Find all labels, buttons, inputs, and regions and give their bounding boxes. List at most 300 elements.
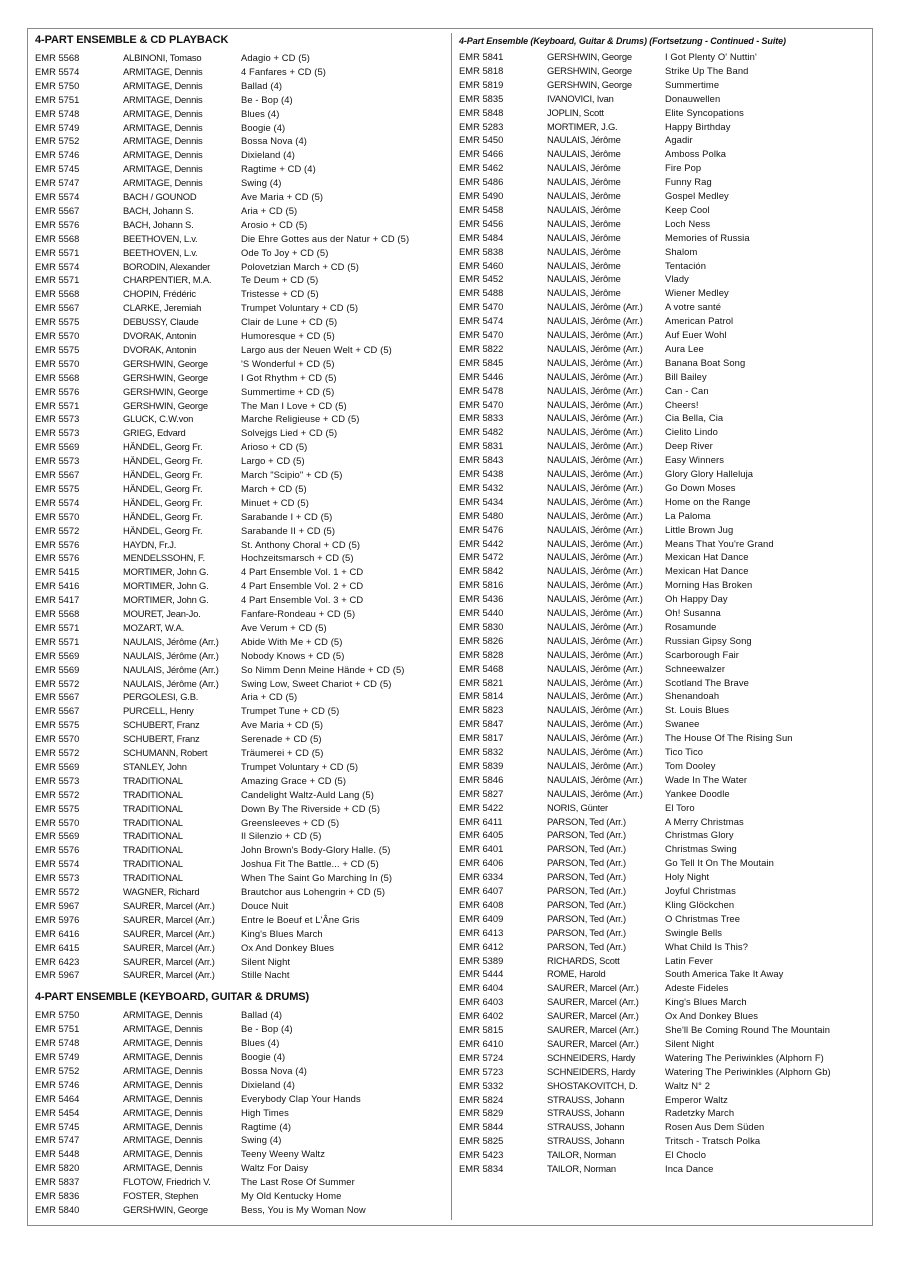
piece-title: Blues (4) [241, 1037, 280, 1049]
composer-name: HÄNDEL, Georg Fr. [123, 482, 203, 494]
catalogue-code: EMR 5572 [35, 747, 80, 758]
composer-name: MENDELSSOHN, F. [123, 552, 205, 564]
piece-title: Humoresque + CD (5) [241, 330, 335, 341]
catalogue-code: EMR 5568 [35, 608, 80, 619]
composer-name: ARMITAGE, Dennis [123, 1078, 203, 1090]
composer-name: STRAUSS, Johann [547, 1107, 625, 1119]
composer-name: NAULAIS, Jérôme [547, 217, 621, 229]
catalogue-code: EMR 5415 [35, 566, 80, 578]
catalogue-code: EMR 5826 [459, 634, 504, 646]
composer-name: PARSON, Ted (Arr.) [547, 871, 626, 883]
piece-title: Aria + CD (5) [241, 204, 298, 216]
catalogue-code: EMR 5571 [35, 635, 80, 647]
composer-name: ARMITAGE, Dennis [123, 149, 203, 161]
piece-title: Adeste Fideles [665, 982, 729, 994]
catalogue-code: EMR 5332 [459, 1079, 504, 1091]
piece-title: Ave Maria + CD (5) [241, 719, 324, 731]
catalogue-code: EMR 5750 [35, 1009, 80, 1021]
composer-name: CLARKE, Jeremiah [123, 302, 202, 314]
catalogue-code: EMR 5752 [35, 1064, 80, 1076]
composer-name: NAULAIS, Jérôme [547, 203, 621, 215]
composer-name: ARMITAGE, Dennis [123, 135, 203, 147]
composer-name: TRADITIONAL [123, 872, 183, 884]
section-title: 4-Part Ensemble (Keyboard, Guitar & Drums) (Fortsetzung - Continued - Suite) [459, 36, 786, 46]
composer-name: GERSHWIN, George [123, 371, 208, 383]
composer-name: NAULAIS, Jérôme [547, 148, 621, 160]
piece-title: She'll Be Coming Round The Mountain [665, 1024, 831, 1035]
catalogue-code: EMR 5567 [35, 469, 80, 480]
catalogue-code: EMR 6408 [459, 898, 504, 910]
catalogue-code: EMR 5827 [459, 787, 504, 799]
catalogue-code: EMR 5569 [35, 441, 80, 453]
composer-name: NAULAIS, Jérôme (Arr.) [547, 468, 643, 479]
composer-name: PARSON, Ted (Arr.) [547, 815, 626, 827]
composer-name: SAURER, Marcel (Arr.) [547, 1010, 639, 1022]
catalogue-code: EMR 5448 [35, 1148, 80, 1160]
piece-title: Easy Winners [665, 454, 725, 466]
piece-title: Happy Birthday [665, 120, 731, 132]
composer-name: NAULAIS, Jérôme (Arr.) [547, 565, 643, 577]
piece-title: Douce Nuit [241, 899, 289, 911]
piece-title: March + CD (5) [241, 482, 307, 494]
catalogue-code: EMR 5470 [459, 398, 504, 410]
catalogue-code: EMR 5574 [35, 191, 80, 202]
composer-name: NAULAIS, Jérôme [547, 273, 621, 285]
catalogue-code: EMR 5815 [459, 1024, 504, 1035]
composer-name: TRADITIONAL [123, 830, 183, 842]
piece-title: Waltz For Daisy [241, 1162, 309, 1174]
piece-title: Shalom [665, 245, 698, 257]
piece-title: Home on the Range [665, 495, 751, 507]
composer-name: SAURER, Marcel (Arr.) [123, 955, 215, 967]
catalogue-code: EMR 5452 [459, 273, 504, 285]
composer-name: NAULAIS, Jérôme (Arr.) [547, 315, 643, 327]
catalogue-code: EMR 5745 [35, 163, 80, 175]
catalogue-code: EMR 5833 [459, 412, 504, 424]
composer-name: TAILOR, Norman [547, 1149, 616, 1161]
piece-title: Entre le Boeuf et L'Âne Gris [241, 913, 360, 925]
composer-name: MOZART, W.A. [123, 621, 184, 633]
composer-name: GERSHWIN, George [123, 1203, 208, 1215]
composer-name: DVORAK, Antonin [123, 330, 197, 341]
piece-title: El Toro [665, 801, 695, 813]
catalogue-code: EMR 5568 [35, 288, 80, 300]
composer-name: HÄNDEL, Georg Fr. [123, 524, 203, 536]
piece-title: Wade In The Water [665, 773, 748, 785]
composer-name: MOURET, Jean-Jo. [123, 608, 201, 619]
piece-title: Latin Fever [665, 954, 713, 966]
composer-name: BEETHOVEN, L.v. [123, 246, 198, 258]
composer-name: ARMITAGE, Dennis [123, 177, 203, 189]
piece-title: Polovetzian March + CD (5) [241, 260, 360, 272]
piece-title: American Patrol [665, 315, 734, 327]
composer-name: SAURER, Marcel (Arr.) [547, 996, 639, 1008]
catalogue-code: EMR 5438 [459, 468, 504, 479]
piece-title: Swingle Bells [665, 926, 723, 938]
catalogue-code: EMR 5816 [459, 579, 504, 591]
piece-title: Ballad (4) [241, 79, 283, 91]
piece-title: Down By The Riverside + CD (5) [241, 802, 381, 814]
piece-title: Can - Can [665, 384, 709, 396]
catalogue-code: EMR 5747 [35, 177, 80, 189]
composer-name: NAULAIS, Jérôme (Arr.) [123, 663, 219, 675]
piece-title: Ballad (4) [241, 1009, 283, 1021]
catalogue-code: EMR 5845 [459, 356, 504, 368]
piece-title: Keep Cool [665, 203, 710, 215]
piece-title: Cheers! [665, 398, 699, 410]
catalogue-code: EMR 5576 [35, 218, 80, 230]
composer-name: NAULAIS, Jérôme (Arr.) [547, 509, 643, 521]
composer-name: NAULAIS, Jérôme (Arr.) [547, 773, 643, 785]
piece-title: Largo aus der Neuen Welt + CD (5) [241, 343, 392, 355]
composer-name: GERSHWIN, George [123, 399, 208, 411]
piece-title: St. Anthony Choral + CD (5) [241, 538, 361, 550]
catalogue-code: EMR 5569 [35, 649, 80, 661]
piece-title: Little Brown Jug [665, 523, 734, 535]
piece-title: 4 Part Ensemble Vol. 3 + CD [241, 594, 364, 606]
piece-title: Inca Dance [665, 1163, 714, 1174]
catalogue-code: EMR 5847 [459, 718, 504, 730]
piece-title: Donauwellen [665, 92, 721, 104]
composer-name: NAULAIS, Jérôme (Arr.) [547, 537, 643, 549]
composer-name: MORTIMER, John G. [123, 580, 209, 592]
piece-title: Summertime + CD (5) [241, 385, 335, 397]
piece-title: Hochzeitsmarsch + CD (5) [241, 552, 354, 564]
composer-name: NAULAIS, Jérôme (Arr.) [547, 662, 643, 674]
piece-title: Scarborough Fair [665, 648, 740, 660]
piece-title: Christmas Glory [665, 829, 734, 841]
catalogue-code: EMR 5454 [35, 1106, 80, 1118]
piece-title: Wiener Medley [665, 287, 729, 299]
catalogue-code: EMR 5569 [35, 663, 80, 675]
catalogue-code: EMR 5450 [459, 134, 504, 146]
catalogue-code: EMR 5575 [35, 343, 80, 355]
piece-title: Serenade + CD (5) [241, 733, 322, 745]
composer-name: NAULAIS, Jérôme (Arr.) [547, 523, 643, 535]
catalogue-code: EMR 5749 [35, 121, 80, 133]
composer-name: PARSON, Ted (Arr.) [547, 926, 626, 938]
catalogue-code: EMR 5748 [35, 1037, 80, 1049]
piece-title: Ox And Donkey Blues [665, 1010, 759, 1022]
piece-title: When The Saint Go Marching In (5) [241, 872, 393, 884]
piece-title: Marche Religieuse + CD (5) [241, 413, 360, 425]
composer-name: ARMITAGE, Dennis [123, 107, 203, 119]
piece-title: Swanee [665, 718, 700, 730]
composer-name: GERSHWIN, George [547, 64, 632, 76]
catalogue-code: EMR 5466 [459, 148, 504, 160]
composer-name: TRADITIONAL [123, 816, 183, 828]
catalogue-code: EMR 5817 [459, 732, 504, 744]
piece-title: Brautchor aus Lohengrin + CD (5) [241, 886, 386, 897]
composer-name: ARMITAGE, Dennis [123, 79, 203, 91]
piece-title: Swing (4) [241, 1134, 282, 1146]
catalogue-code: EMR 5747 [35, 1134, 80, 1146]
catalogue-code: EMR 5843 [459, 454, 504, 466]
composer-name: SCHNEIDERS, Hardy [547, 1065, 636, 1077]
composer-name: NAULAIS, Jérôme (Arr.) [547, 634, 643, 646]
composer-name: STRAUSS, Johann [547, 1121, 625, 1133]
piece-title: 4 Part Ensemble Vol. 1 + CD [241, 566, 364, 578]
piece-title: Aura Lee [665, 342, 704, 354]
composer-name: PARSON, Ted (Arr.) [547, 940, 626, 952]
piece-title: Trumpet Tune + CD (5) [241, 705, 340, 717]
catalogue-code: EMR 5830 [459, 620, 504, 632]
catalogue-code: EMR 5283 [459, 120, 504, 132]
composer-name: ARMITAGE, Dennis [123, 121, 203, 133]
piece-title: Holy Night [665, 871, 710, 883]
piece-title: Arioso + CD (5) [241, 441, 308, 453]
catalogue-code: EMR 5752 [35, 135, 80, 147]
catalogue-code: EMR 5572 [35, 524, 80, 536]
piece-title: Deep River [665, 440, 713, 452]
piece-title: My Old Kentucky Home [241, 1190, 342, 1201]
composer-name: NAULAIS, Jérôme (Arr.) [547, 648, 643, 660]
piece-title: Stille Nacht [241, 969, 290, 981]
piece-title: Mexican Hat Dance [665, 551, 749, 563]
catalogue-code: EMR 5470 [459, 329, 504, 340]
piece-title: Kling Glöckchen [665, 898, 735, 910]
composer-name: GERSHWIN, George [547, 51, 632, 62]
piece-title: Shenandoah [665, 690, 720, 702]
catalogue-code: EMR 5748 [35, 107, 80, 119]
composer-name: ARMITAGE, Dennis [123, 1023, 203, 1035]
piece-title: Blues (4) [241, 107, 280, 119]
piece-title: Boogie (4) [241, 1051, 286, 1062]
piece-title: Bill Bailey [665, 370, 707, 382]
catalogue-code: EMR 5464 [35, 1092, 80, 1104]
piece-title: King's Blues March [665, 996, 747, 1008]
piece-title: I Got Plenty O' Nuttin' [665, 51, 757, 62]
catalogue-code: EMR 5442 [459, 537, 504, 549]
piece-title: Watering The Periwinkles (Alphorn Gb) [665, 1065, 831, 1077]
catalogue-code: EMR 5840 [35, 1203, 80, 1215]
catalogue-code: EMR 5572 [35, 788, 80, 800]
catalogue-code: EMR 5573 [35, 427, 80, 439]
catalogue-code: EMR 5824 [459, 1093, 504, 1105]
piece-title: 'S Wonderful + CD (5) [241, 357, 335, 369]
composer-name: SAURER, Marcel (Arr.) [123, 899, 215, 911]
composer-name: ARMITAGE, Dennis [123, 1162, 203, 1174]
piece-title: Ox And Donkey Blues [241, 941, 335, 953]
piece-title: Sarabande II + CD (5) [241, 524, 336, 536]
catalogue-code: EMR 5569 [35, 830, 80, 842]
composer-name: NAULAIS, Jérôme [547, 287, 621, 299]
composer-name: GRIEG, Edvard [123, 427, 186, 439]
composer-name: NAULAIS, Jérôme (Arr.) [547, 370, 643, 382]
piece-title: Candelight Waltz-Auld Lang (5) [241, 788, 374, 800]
composer-name: NAULAIS, Jérôme (Arr.) [547, 329, 643, 340]
catalogue-code: EMR 6409 [459, 912, 504, 924]
composer-name: BORODIN, Alexander [123, 260, 211, 272]
composer-name: BEETHOVEN, L.v. [123, 232, 198, 244]
catalogue-code: EMR 5573 [35, 413, 80, 425]
composer-name: NAULAIS, Jérôme [547, 162, 621, 174]
composer-name: PARSON, Ted (Arr.) [547, 898, 626, 910]
catalogue-code: EMR 6412 [459, 940, 504, 952]
piece-title: Ragtime (4) [241, 1120, 292, 1132]
composer-name: SCHNEIDERS, Hardy [547, 1051, 636, 1063]
piece-title: Te Deum + CD (5) [241, 274, 319, 286]
catalogue-code: EMR 5568 [35, 371, 80, 383]
piece-title: I Got Rhythm + CD (5) [241, 371, 337, 383]
composer-name: SCHUBERT, Franz [123, 719, 200, 731]
catalogue-code: EMR 5575 [35, 802, 80, 814]
catalogue-code: EMR 6402 [459, 1010, 504, 1022]
catalogue-code: EMR 5480 [459, 509, 504, 521]
composer-name: IVANOVICI, Ivan [547, 92, 614, 104]
catalogue-code: EMR 5818 [459, 64, 504, 76]
composer-name: NAULAIS, Jérôme (Arr.) [547, 579, 643, 591]
composer-name: NAULAIS, Jérôme (Arr.) [547, 787, 643, 799]
catalogue-code: EMR 5417 [35, 594, 80, 606]
composer-name: ARMITAGE, Dennis [123, 1120, 203, 1132]
composer-name: NAULAIS, Jérôme (Arr.) [547, 454, 643, 466]
piece-title: Watering The Periwinkles (Alphorn F) [665, 1051, 824, 1063]
piece-title: Rosen Aus Dem Süden [665, 1121, 765, 1133]
composer-name: ARMITAGE, Dennis [123, 1037, 203, 1049]
piece-title: Bossa Nova (4) [241, 135, 308, 147]
composer-name: ARMITAGE, Dennis [123, 163, 203, 175]
composer-name: SCHUBERT, Franz [123, 733, 200, 745]
catalogue-code: EMR 5423 [459, 1149, 504, 1161]
piece-title: Fire Pop [665, 162, 702, 174]
composer-name: NAULAIS, Jérôme (Arr.) [123, 649, 219, 661]
catalogue-code: EMR 5486 [459, 176, 504, 188]
catalogue-code: EMR 5432 [459, 481, 504, 493]
piece-title: Schneewalzer [665, 662, 726, 674]
composer-name: NAULAIS, Jérôme (Arr.) [547, 440, 643, 452]
composer-name: MORTIMER, John G. [123, 594, 209, 606]
piece-title: Greensleeves + CD (5) [241, 816, 340, 828]
composer-name: ARMITAGE, Dennis [123, 1051, 203, 1062]
composer-name: NAULAIS, Jérôme [547, 190, 621, 201]
composer-name: NAULAIS, Jérôme [547, 245, 621, 257]
composer-name: PARSON, Ted (Arr.) [547, 829, 626, 841]
composer-name: NAULAIS, Jérôme [547, 259, 621, 271]
composer-name: TRADITIONAL [123, 788, 183, 800]
catalogue-code: EMR 5436 [459, 593, 504, 605]
composer-name: NAULAIS, Jérôme [547, 176, 621, 188]
catalogue-code: EMR 6415 [35, 941, 80, 953]
piece-title: Teeny Weeny Waltz [241, 1148, 326, 1160]
catalogue-code: EMR 5814 [459, 690, 504, 702]
piece-title: Tritsch - Tratsch Polka [665, 1135, 761, 1147]
catalogue-code: EMR 5750 [35, 79, 80, 91]
composer-name: HÄNDEL, Georg Fr. [123, 510, 203, 522]
catalogue-code: EMR 5576 [35, 552, 80, 564]
piece-title: The Man I Love + CD (5) [241, 399, 347, 411]
section-title: 4-PART ENSEMBLE & CD PLAYBACK [35, 34, 229, 46]
composer-name: TAILOR, Norman [547, 1163, 616, 1174]
catalogue-code: EMR 5822 [459, 342, 504, 354]
catalogue-code: EMR 5462 [459, 162, 504, 174]
catalogue-code: EMR 5751 [35, 1023, 80, 1035]
piece-title: Silent Night [241, 955, 291, 967]
composer-name: NAULAIS, Jérôme (Arr.) [547, 495, 643, 507]
catalogue-code: EMR 6416 [35, 927, 80, 939]
catalogue-code: EMR 5456 [459, 217, 504, 229]
composer-name: NAULAIS, Jérôme (Arr.) [547, 759, 643, 771]
catalogue-code: EMR 6403 [459, 996, 504, 1008]
piece-title: Tico Tico [665, 746, 704, 757]
piece-title: Emperor Waltz [665, 1093, 728, 1105]
piece-title: Amboss Polka [665, 148, 727, 160]
piece-title: Fanfare-Rondeau + CD (5) [241, 608, 356, 619]
catalogue-code: EMR 5751 [35, 93, 80, 105]
composer-name: NAULAIS, Jérôme (Arr.) [547, 398, 643, 410]
composer-name: GERSHWIN, George [123, 357, 208, 369]
composer-name: PERGOLESI, G.B. [123, 691, 199, 703]
catalogue-code: EMR 5835 [459, 92, 504, 104]
catalogue-code: EMR 6407 [459, 885, 504, 896]
piece-title: Scotland The Brave [665, 676, 749, 688]
composer-name: PARSON, Ted (Arr.) [547, 885, 626, 896]
piece-title: The House Of The Rising Sun [665, 732, 793, 744]
piece-title: Yankee Doodle [665, 787, 730, 799]
composer-name: STRAUSS, Johann [547, 1135, 625, 1147]
catalogue-code: EMR 5569 [35, 760, 80, 772]
catalogue-code: EMR 5834 [459, 1163, 504, 1174]
composer-name: NAULAIS, Jérôme (Arr.) [547, 607, 643, 618]
catalogue-code: EMR 5567 [35, 204, 80, 216]
composer-name: NAULAIS, Jérôme (Arr.) [547, 481, 643, 493]
piece-title: Joshua Fit The Battle... + CD (5) [241, 858, 379, 870]
catalogue-code: EMR 5567 [35, 691, 80, 703]
composer-name: GLUCK, C.W.von [123, 413, 194, 425]
catalogue-code: EMR 5825 [459, 1135, 504, 1147]
catalogue-code: EMR 5567 [35, 302, 80, 314]
catalogue-code: EMR 5967 [35, 969, 80, 981]
composer-name: ARMITAGE, Dennis [123, 1064, 203, 1076]
piece-title: John Brown's Body-Glory Halle. (5) [241, 844, 391, 856]
composer-name: DVORAK, Antonin [123, 343, 197, 355]
catalogue-code: EMR 5468 [459, 662, 504, 674]
catalogue-code: EMR 5841 [459, 51, 504, 62]
piece-title: Memories of Russia [665, 231, 750, 243]
composer-name: SAURER, Marcel (Arr.) [123, 969, 215, 981]
composer-name: BACH, Johann S. [123, 218, 194, 230]
piece-title: Clair de Lune + CD (5) [241, 316, 338, 328]
composer-name: ARMITAGE, Dennis [123, 93, 203, 105]
piece-title: Solvejgs Lied + CD (5) [241, 427, 338, 439]
catalogue-code: EMR 5484 [459, 231, 504, 243]
catalogue-code: EMR 6411 [459, 815, 503, 827]
piece-title: Il Silenzio + CD (5) [241, 830, 322, 842]
composer-name: NAULAIS, Jérôme (Arr.) [547, 732, 643, 744]
piece-title: Oh Happy Day [665, 593, 728, 605]
catalogue-code: EMR 5848 [459, 106, 504, 118]
catalogue-code: EMR 5434 [459, 495, 504, 507]
piece-title: Strike Up The Band [665, 64, 749, 76]
piece-title: Rosamunde [665, 620, 717, 632]
composer-name: ARMITAGE, Dennis [123, 65, 203, 77]
composer-name: RICHARDS, Scott [547, 954, 620, 966]
composer-name: GERSHWIN, George [123, 385, 208, 397]
piece-title: Everybody Clap Your Hands [241, 1092, 361, 1104]
catalogue-code: EMR 5440 [459, 607, 504, 618]
piece-title: Gospel Medley [665, 190, 729, 201]
catalogue-code: EMR 5472 [459, 551, 504, 563]
composer-name: HÄNDEL, Georg Fr. [123, 469, 203, 480]
piece-title: South America Take It Away [665, 968, 784, 980]
catalogue-code: EMR 5490 [459, 190, 504, 201]
catalogue-code: EMR 5574 [35, 260, 80, 272]
piece-title: Be - Bop (4) [241, 1023, 293, 1035]
piece-title: Oh! Susanna [665, 607, 721, 618]
composer-name: ROME, Harold [547, 968, 606, 980]
composer-name: TRADITIONAL [123, 802, 183, 814]
catalogue-code: EMR 5568 [35, 52, 80, 63]
